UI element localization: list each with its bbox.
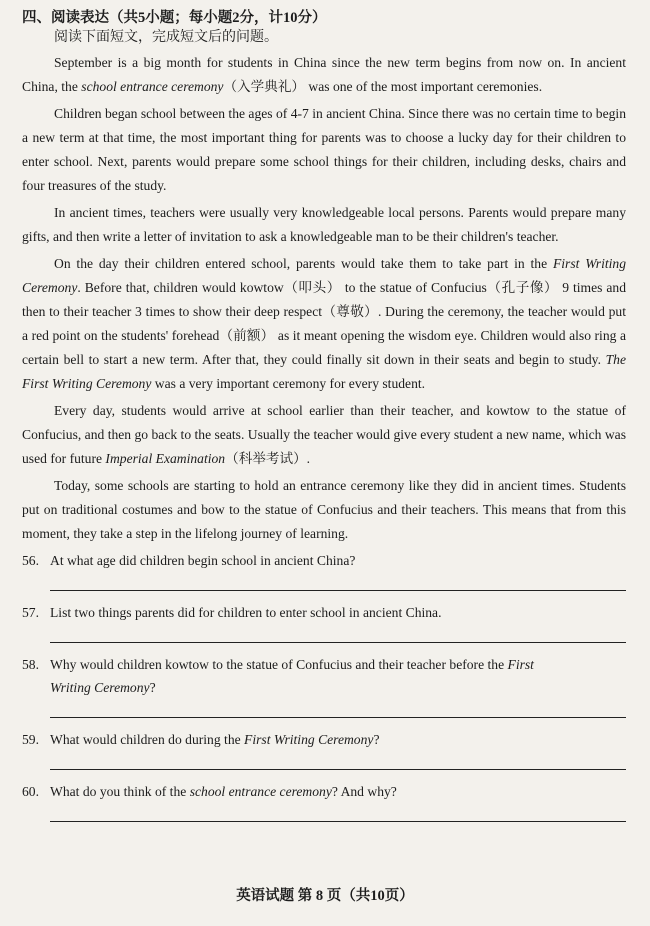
question-number: 58.: [22, 657, 39, 672]
paragraph-text: （入学典礼） was one of the most important ceremonies.: [223, 79, 543, 94]
emphasis-term: First: [507, 657, 534, 672]
section-instruction: 阅读下面短文，完成短文后的问题。: [54, 30, 278, 45]
paragraph-text: Children began school between the ages of 4-7 in ancient China. Since there was no certain time to begin a new term at that time, the most important thing for parents was to choose a lucky day for their children to enter school. Next, parents would prepare some school things for their children, including desks, chairs and four treasures of the study.: [22, 106, 626, 193]
answer-line-57[interactable]: [50, 624, 626, 643]
emphasis-term: First Writing Ceremony: [244, 732, 374, 747]
paragraph-text: . Before that, children would kowtow（叩头） to the statue of Confucius（孔子像） 9 times and then to their teacher 3 times to show their deep respect（尊敬）. During the ceremony, the teacher would put a red point on the students' forehead（前额） as it meant opening the wisdom eye. Children would also ring a certain bell to start a new term. After that, they could finally sit down in their seats and begin to study.: [22, 280, 626, 367]
question-number: 60.: [22, 784, 39, 799]
emphasis-term: The First Writing Ceremony: [22, 352, 626, 391]
emphasis-term: Writing Ceremony: [50, 680, 150, 695]
question-number: 59.: [22, 732, 39, 747]
question-text: What would children do during the: [50, 732, 245, 747]
passage-paragraph-1: [22, 51, 626, 99]
paragraph-text: was a very important ceremony for every student.: [151, 376, 426, 391]
passage-paragraph-5: [22, 399, 626, 471]
question-text: What do you think of the: [50, 784, 190, 799]
question-text: ?: [373, 732, 380, 747]
emphasis-term: school entrance ceremony: [81, 79, 224, 94]
paragraph-text: On the day their children entered school, parents would take them to take part in the: [54, 256, 553, 271]
question-text: At what age did children begin school in ancient China?: [50, 553, 356, 568]
question-number: 57.: [22, 605, 39, 620]
emphasis-term: Imperial Examination: [105, 451, 226, 466]
passage-paragraph-3: [22, 201, 626, 249]
question-text: ? And why?: [331, 784, 397, 799]
question-60: [22, 780, 626, 803]
paragraph-text: Every day, students would arrive at school earlier than their teacher, and kowtow to the statue of Confucius, and then go back to the seats. Usually the teacher would give every student a new name, which was used for future: [22, 403, 626, 466]
passage-paragraph-4: [22, 252, 626, 396]
passage-paragraph-2: [22, 102, 626, 198]
paragraph-text: In ancient times, teachers were usually very knowledgeable local persons. Parents would prepare many gifts, and then write a letter of invitation to ask a knowledgeable man to be their children's teacher.: [22, 205, 626, 244]
question-list: [22, 549, 626, 822]
question-text: ?: [149, 680, 156, 695]
paragraph-text: （科举考试）.: [225, 451, 311, 466]
question-57: [22, 601, 626, 624]
section-title: 四、阅读表达（共5小题；每小题2分，计10分）: [22, 10, 327, 26]
reading-passage: [22, 51, 626, 546]
question-number: 56.: [22, 553, 39, 568]
answer-line-58[interactable]: [50, 699, 626, 718]
question-text: Why would children kowtow to the statue of Confucius and their teacher before the: [50, 657, 508, 672]
emphasis-term: First Writing Ceremony: [22, 256, 627, 295]
page-footer: 英语试题 第 8 页（共10页）: [236, 888, 414, 904]
question-58: [22, 653, 626, 676]
answer-line-60[interactable]: [50, 803, 626, 822]
paragraph-text: Today, some schools are starting to hold an entrance ceremony like they did in ancient times. Students put on traditional costumes and bow to the statue of Confucius and their teachers. This means that from this moment, they take a step in the lifelong journey of learning.: [22, 478, 626, 541]
passage-paragraph-6: [22, 474, 626, 546]
answer-line-59[interactable]: [50, 751, 626, 770]
emphasis-term: school entrance ceremony: [189, 784, 332, 799]
question-58-continued: [22, 676, 626, 699]
paragraph-text: September is a big month for students in China since the new term begins from now on. In ancient China, the: [22, 55, 626, 94]
question-59: [22, 728, 626, 751]
question-text: List two things parents did for children to enter school in ancient China.: [50, 605, 442, 620]
question-56: [22, 549, 626, 572]
answer-line-56[interactable]: [50, 572, 626, 591]
